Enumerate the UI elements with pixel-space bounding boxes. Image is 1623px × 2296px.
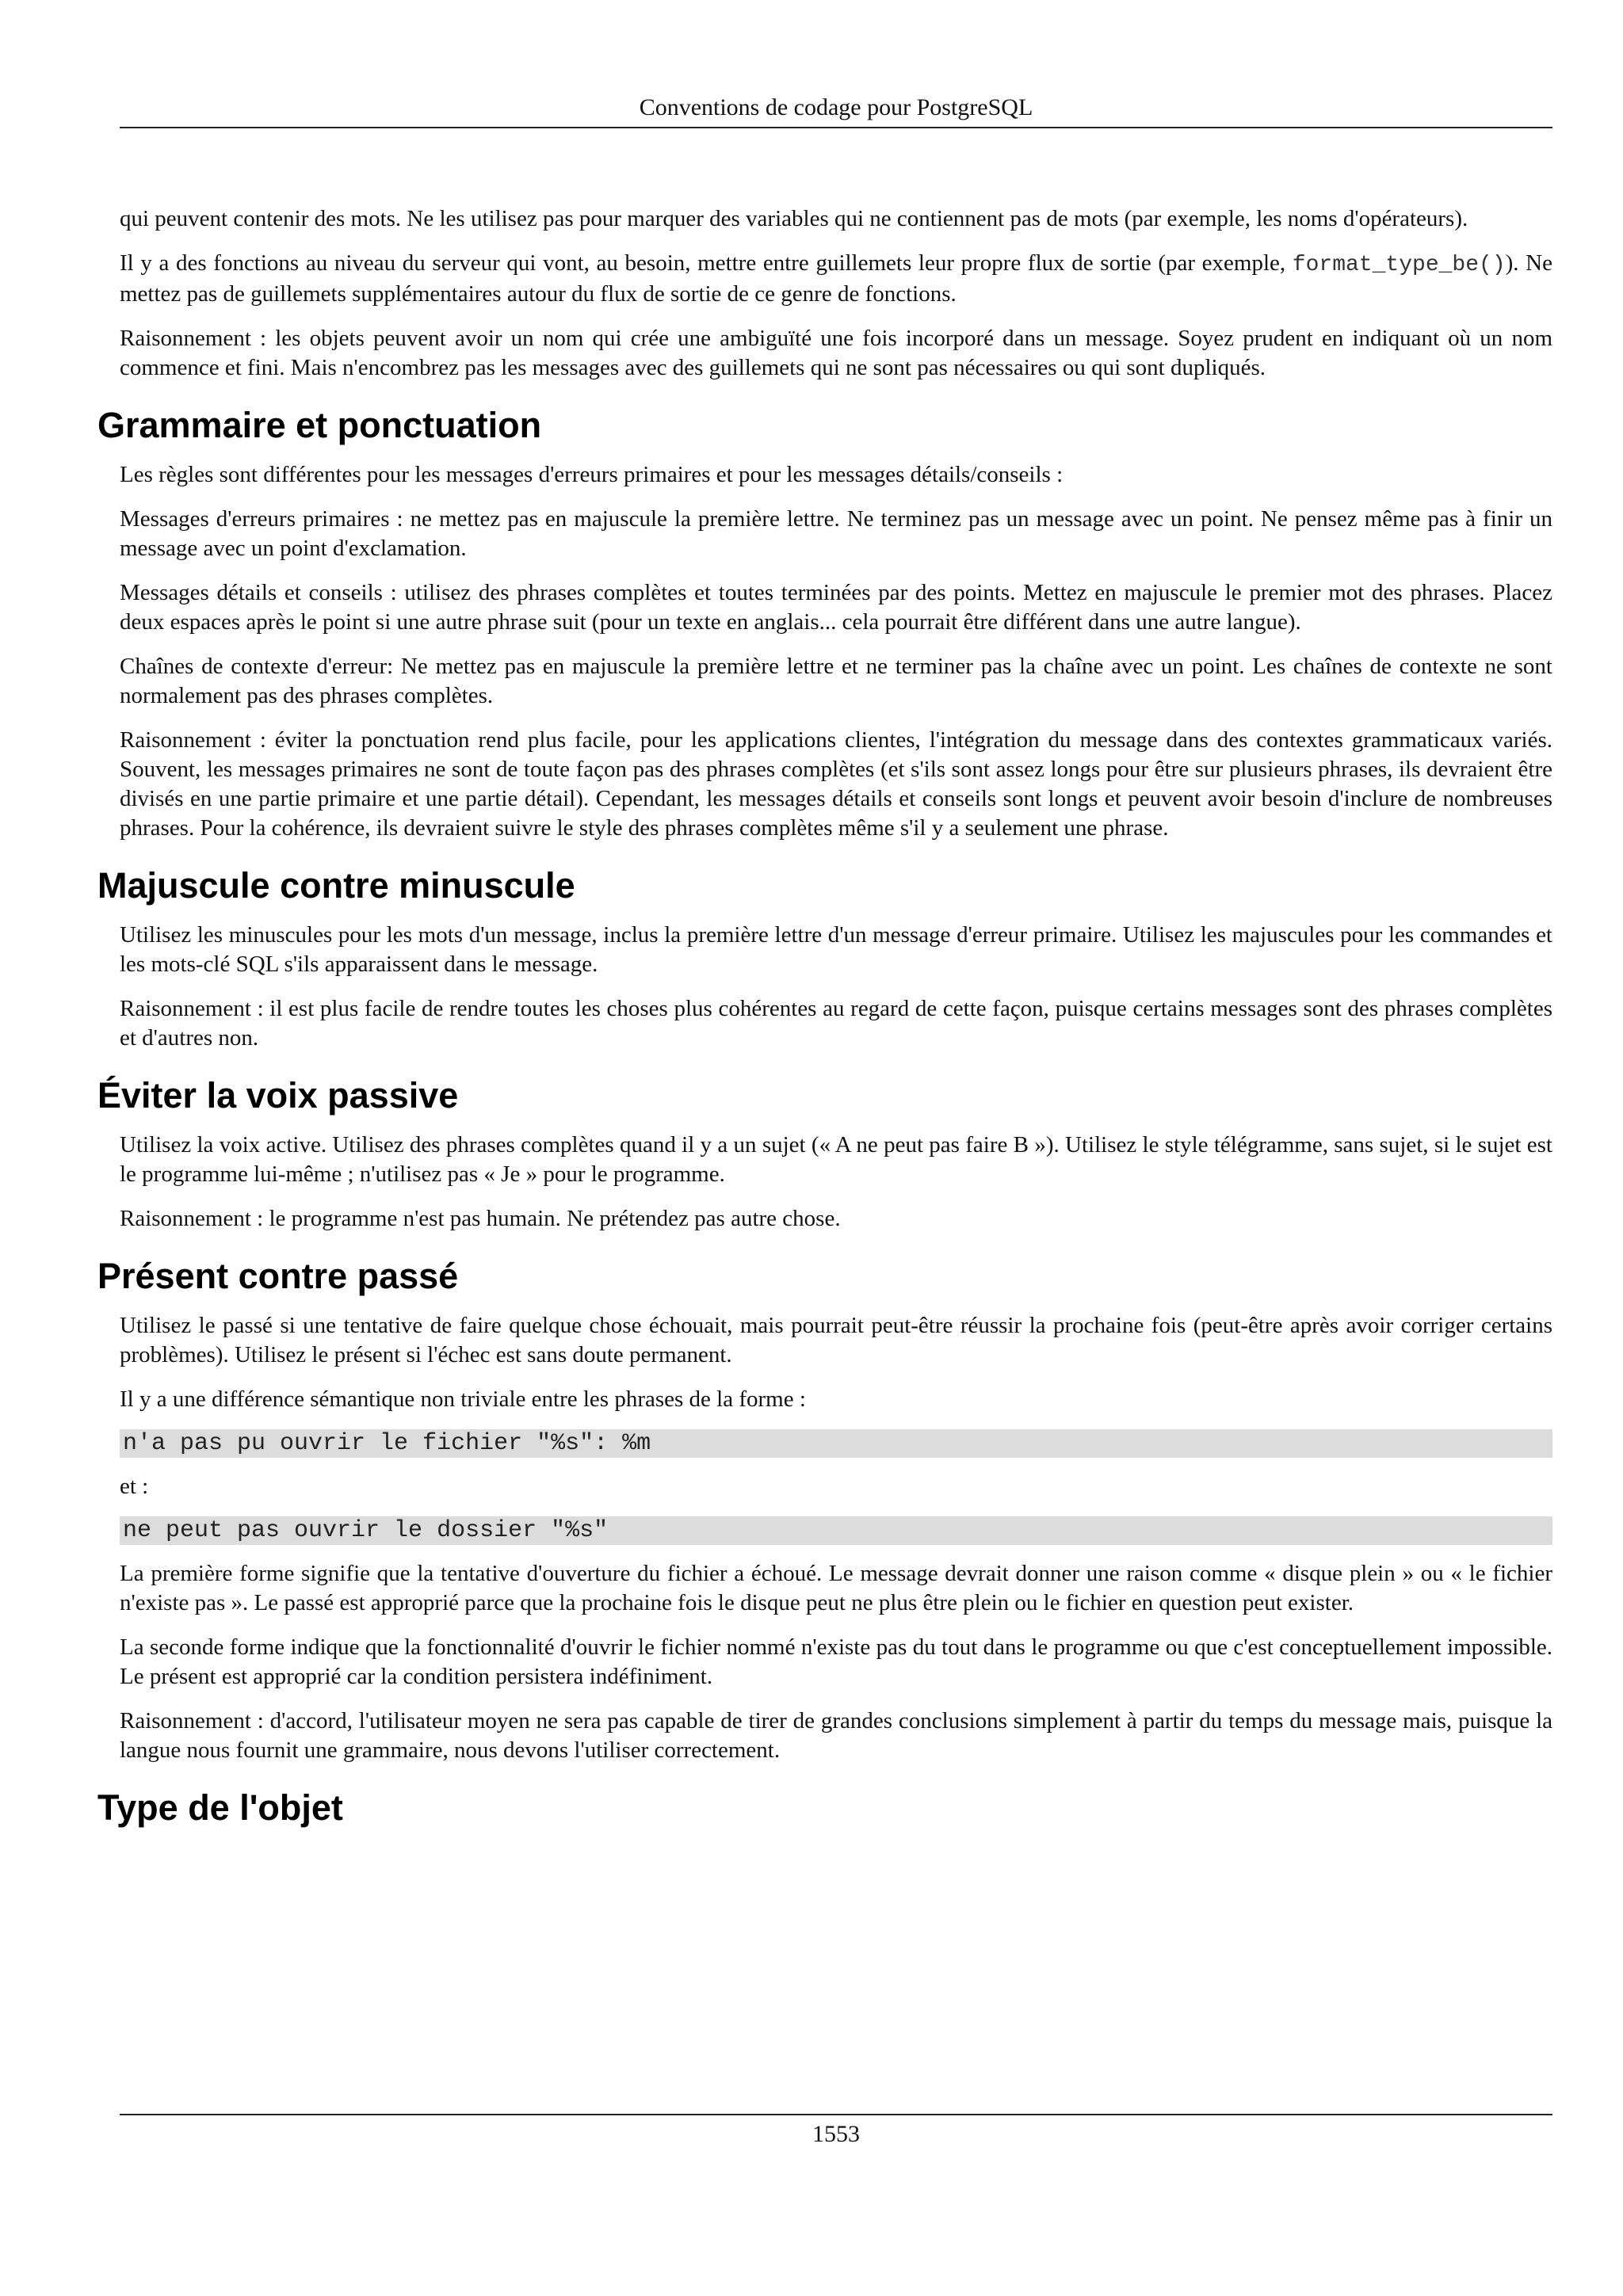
page-number: 1553 — [812, 2121, 860, 2147]
intro-paragraph-3: Raisonnement : les objets peuvent avoir un nom qui crée une ambiguïté une fois incorporé dans un message. Soyez prudent en indiquant où un nom commence et fini. Mais n'encombrez pas les messages avec des guillemets qui ne sont pas nécessaires ou qui sont dupliqués. — [120, 326, 1552, 380]
case-paragraph-1: Utilisez les minuscules pour les mots d'un message, inclus la première lettre d'un message d'erreur primaire. Utilisez les majuscules pour les commandes et les mots-clé SQL s'ils apparaissent dans le message. — [120, 922, 1552, 977]
passive-paragraph-2: Raisonnement : le programme n'est pas humain. Ne prétendez pas autre chose. — [120, 1206, 841, 1231]
intro-paragraph-2-text-b: ). Ne mettez pas de guillemets supplémentaires autour du flux de sortie de ce genre de fonctions. — [120, 250, 1552, 307]
running-header: Conventions de codage pour PostgreSQL — [639, 94, 1033, 120]
code-example-1: n'a pas pu ouvrir le fichier "%s": %m — [120, 1429, 1552, 1458]
tense-connector: et : — [120, 1474, 149, 1499]
function-name-code: format_type_be() — [1292, 253, 1506, 277]
grammar-paragraph-3: Messages détails et conseils : utilisez des phrases complètes et toutes terminées par des points. Mettez en majuscule le premier mot des phrases. Placez deux espaces après le point si une autre phrase suit (pour un texte en anglais... cela pourrait être différent dans une autre langue). — [120, 580, 1552, 635]
intro-paragraph-2 — [120, 249, 1552, 309]
tense-paragraph-4: La seconde forme indique que la fonctionnalité d'ouvrir le fichier nommé n'existe pas du tout dans le programme ou que c'est conceptuellement impossible. Le présent est approprié car la condition persistera indéfiniment. — [120, 1634, 1552, 1689]
case-paragraph-2: Raisonnement : il est plus facile de rendre toutes les choses plus cohérentes au regard de cette façon, puisque certains messages sont des phrases complètes et d'autres non. — [120, 996, 1552, 1051]
header-divider — [120, 127, 1552, 128]
grammar-paragraph-5: Raisonnement : éviter la ponctuation rend plus facile, pour les applications clientes, l'intégration du message dans des contextes grammaticaux variés. Souvent, les messages primaires ne sont de toute façon pas des phrases complètes (et s'ils sont assez longs pour être sur plusieurs phrases, ils devraient être divisés en une partie primaire et une partie détail). Cependant, les messages détails et conseils sont longs et peuvent avoir besoin d'inclure de nombreuses phrases. Pour la cohérence, ils devraient suivre le style des phrases complètes même s'il y a seulement une phrase. — [120, 727, 1552, 841]
passive-paragraph-1: Utilisez la voix active. Utilisez des phrases complètes quand il y a un sujet (« A ne peut pas faire B »). Utilisez le style télégramme, sans sujet, si le sujet est le programme lui-même ; n'utilisez pas « Je » pour le programme. — [120, 1132, 1552, 1187]
code-example-2: ne peut pas ouvrir le dossier "%s" — [120, 1516, 1552, 1545]
tense-paragraph-3: La première forme signifie que la tentative d'ouverture du fichier a échoué. Le message devrait donner une raison comme « disque plein » ou « le fichier n'existe pas ». Le passé est approprié parce que la prochaine fois le disque peut ne plus être plein ou le fichier en question peut exister. — [120, 1561, 1552, 1615]
section-heading-tense: Présent contre passé — [97, 1256, 459, 1296]
tense-paragraph-5: Raisonnement : d'accord, l'utilisateur moyen ne sera pas capable de tirer de grandes conclusions simplement à partir du temps du message mais, puisque la langue nous fournit une grammaire, nous devons l'utiliser correctement. — [120, 1708, 1552, 1763]
grammar-paragraph-1: Les règles sont différentes pour les messages d'erreurs primaires et pour les messages détails/conseils : — [120, 462, 1064, 487]
intro-paragraph-1: qui peuvent contenir des mots. Ne les utilisez pas pour marquer des variables qui ne contiennent pas de mots (par exemple, les noms d'opérateurs). — [120, 206, 1468, 231]
section-heading-object-type: Type de l'objet — [97, 1787, 343, 1828]
tense-paragraph-1: Utilisez le passé si une tentative de faire quelque chose échouait, mais pourrait peut-être réussir la prochaine fois (peut-être après avoir corriger certains problèmes). Utilisez le présent si l'échec est sans doute permanent. — [120, 1313, 1552, 1367]
tense-paragraph-2: Il y a une différence sémantique non triviale entre les phrases de la forme : — [120, 1386, 806, 1412]
grammar-paragraph-4: Chaînes de contexte d'erreur: Ne mettez pas en majuscule la première lettre et ne terminer pas la chaîne avec un point. Les chaînes de contexte ne sont normalement pas des phrases complètes. — [120, 654, 1552, 708]
intro-paragraph-2-text-a: Il y a des fonctions au niveau du serveur qui vont, au besoin, mettre entre guillemets leur propre flux de sortie (par exemple, — [120, 250, 1293, 276]
section-heading-case: Majuscule contre minuscule — [97, 865, 575, 906]
grammar-paragraph-2: Messages d'erreurs primaires : ne mettez pas en majuscule la première lettre. Ne terminez pas un message avec un point. Ne pensez même pas à finir un message avec un point d'exclamation. — [120, 506, 1552, 561]
footer-divider — [120, 2114, 1552, 2115]
page-content — [97, 204, 1552, 1843]
section-heading-grammar: Grammaire et ponctuation — [97, 405, 542, 445]
section-heading-passive: Éviter la voix passive — [97, 1075, 459, 1116]
